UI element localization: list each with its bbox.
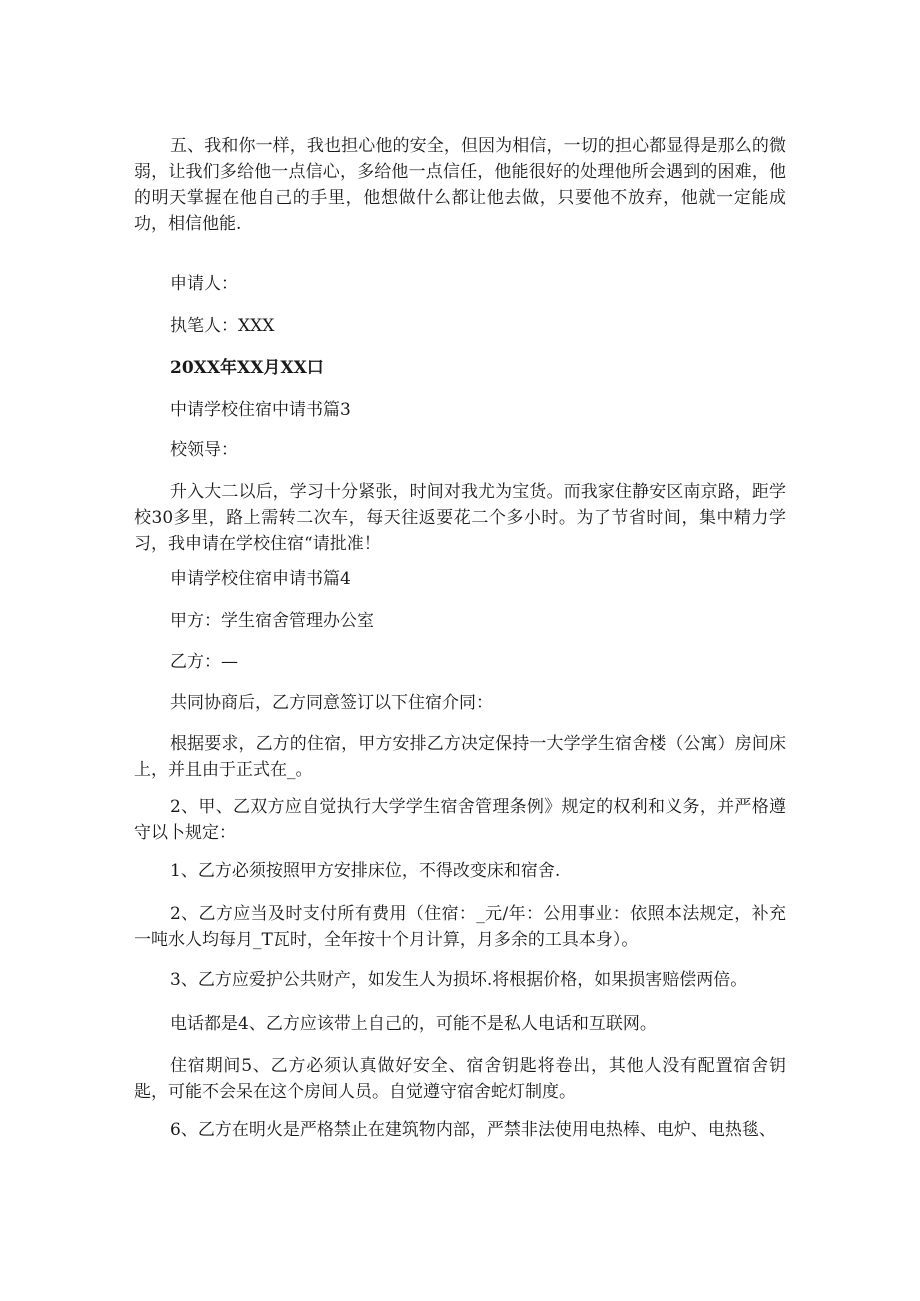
author-line: 执笔人：XXX	[170, 316, 275, 336]
rule-6: 6、乙方在明火是严格禁止在建筑物内部，严禁非法使用电热棒、电炉、电热毯、	[170, 1120, 776, 1140]
rule-3: 3、乙方应爱护公共财产，如发生人为损坏.将根据价格，如果损害赔偿两倍。	[170, 970, 748, 990]
party-a: 甲方：学生宿舍管理办公室	[170, 611, 374, 631]
paragraph-request: 升入大二以后，学习十分紧张，时间对我尤为宝货。而我家住静安区南京路，距学校30多里，路上需转二次车，每天往返要花二个多小时。为了节省时间，集中精力学习，我申请在学校住宿“请批准！	[134, 482, 786, 554]
salutation: 校领导：	[170, 440, 238, 460]
party-b: 乙方：—	[170, 652, 238, 672]
applicant-line: 申请人：	[170, 274, 238, 294]
paragraph-5: 五、我和你一样，我也担心他的安全，但因为相信，一切的担心都显得是那么的微弱，让我们多给他一点信心，多给他一点信任，他能很好的处理他所会遇到的困难，他的明天掌握在他自己的手里，他想做什么都让他去做，只要他不放弃，他就一定能成功，相信他能.	[134, 136, 786, 234]
clause-1: 根据要求，乙方的住宿，甲方安排乙方决定保持一大学学生宿舍楼（公寓）房间床上，并且由于正式在_。	[134, 734, 786, 780]
rule-1: 1、乙方必须按照甲方安排床位，不得改变床和宿舍.	[170, 861, 561, 881]
agreement-intro: 共同协商后，乙方同意签订以下住宿介同：	[170, 693, 493, 713]
rule-4: 电话都是4、乙方应该带上自己的，可能不是私人电话和互联网。	[170, 1014, 657, 1034]
section-title-4: 申请学校住宿申请书篇4	[170, 569, 351, 589]
rule-5: 住宿期间5、乙方必须认真做好安全、宿舍钥匙将卷出，其他人没有配置宿舍钥匙，可能不会呆在这个房间人员。自觉遵守宿舍蛇灯制度。	[134, 1056, 786, 1102]
section-title-3: 中请学校住宿中请书篇3	[170, 400, 351, 420]
rule-2: 2、乙方应当及时支付所有费用（住宿：_元/年：公用事业：依照本法规定，补充一吨水人均每月_T瓦时，全年按十个月计算，月多余的工具本身）。	[134, 904, 786, 950]
date-line: 20XX年XX月XX口	[170, 358, 324, 378]
clause-2: 2、甲、乙双方应自觉执行大学学生宿舍管理条例》规定的权利和义务，并严格遵守以卜规定：	[134, 797, 786, 843]
